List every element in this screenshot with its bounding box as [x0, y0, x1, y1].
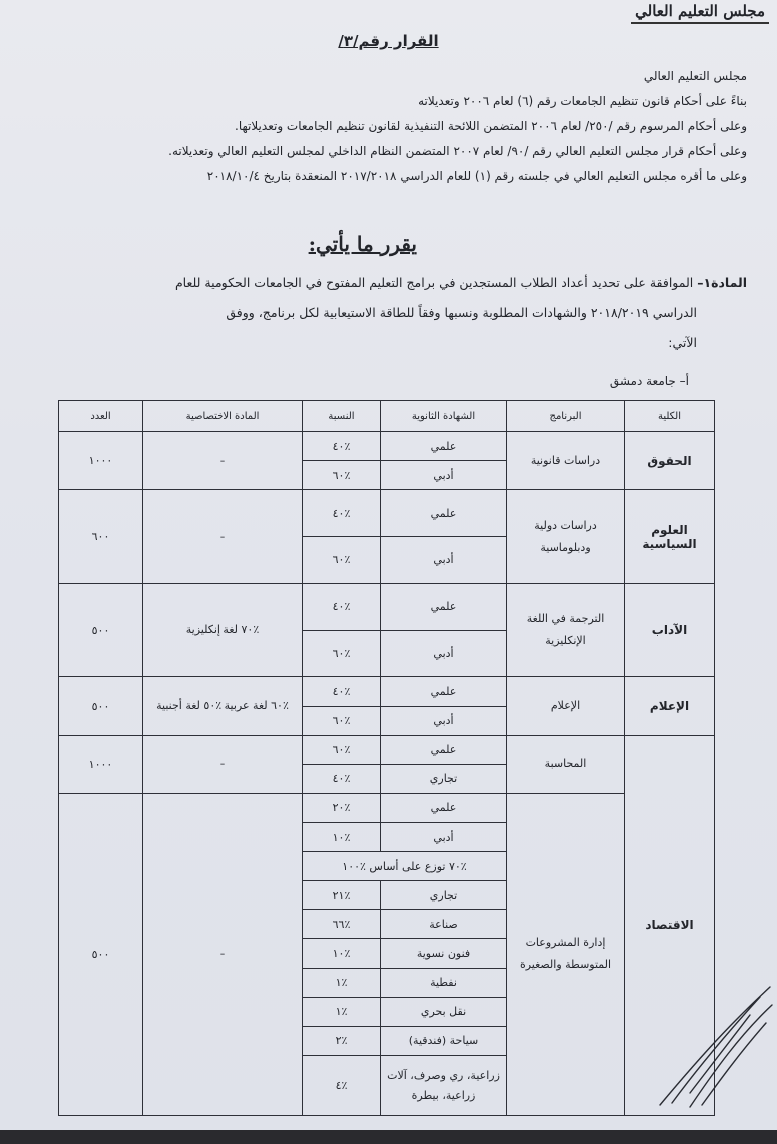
percentage-cell: ٪٢٠ — [303, 793, 381, 822]
percentage-cell: ٪٤٠ — [303, 490, 381, 537]
count-cell: ٥٠٠ — [59, 793, 143, 1115]
percentage-cell: ٪١ — [303, 968, 381, 997]
certificate-cell: نفطية — [381, 968, 507, 997]
council-header: مجلس التعليم العالي — [631, 2, 769, 24]
count-cell: ٦٠٠ — [59, 490, 143, 584]
certificate-cell: أدبي — [381, 461, 507, 490]
percentage-cell: ٪٤٠ — [303, 764, 381, 793]
decides-heading: يقرر ما يأتي: — [308, 232, 417, 256]
certificate-cell: صناعة — [381, 910, 507, 939]
certificate-cell: علمي — [381, 583, 507, 630]
header-specialty: المادة الاختصاصية — [143, 401, 303, 432]
program-cell: الترجمة في اللغة الإنكليزية — [507, 583, 625, 677]
certificate-cell: أدبي — [381, 630, 507, 677]
program-cell: دراسات قانونية — [507, 432, 625, 490]
intro-preamble — [10, 64, 747, 189]
decision-title: القرار رقم/٣/ — [338, 32, 439, 50]
faculty-cell: الإعلام — [625, 677, 715, 735]
table-header-row — [59, 401, 715, 432]
intro-line: وعلى ما أقره مجلس التعليم العالي في جلسته رقم (١) للعام الدراسي ٢٠١٧/٢٠١٨ المنعقدة بتاريخ ٢٠١٨/١٠/٤ — [206, 169, 747, 183]
certificate-cell: علمي — [381, 793, 507, 822]
table-row — [59, 583, 715, 630]
count-cell: ٥٠٠ — [59, 583, 143, 677]
percentage-cell: ٪٦٠ — [303, 706, 381, 735]
percentage-cell: ٪١٠ — [303, 939, 381, 968]
article-line: الدراسي ٢٠١٨/٢٠١٩ والشهادات المطلوبة ونسبها وفقاً للطاقة الاستيعابية لكل برنامج، ووفق — [226, 305, 697, 320]
percentage-cell: ٪١ — [303, 997, 381, 1026]
intro-line: مجلس التعليم العالي — [643, 69, 747, 83]
program-cell: المحاسبة — [507, 735, 625, 793]
program-cell: دراسات دولية ودبلوماسية — [507, 490, 625, 584]
admissions-table — [58, 400, 715, 1116]
specialty-cell: ٪٦٠ لغة عربية ٪٥٠ لغة أجنبية — [143, 677, 303, 735]
certificate-cell: أدبي — [381, 822, 507, 851]
certificate-cell: تجاري — [381, 764, 507, 793]
certificate-cell: أدبي — [381, 537, 507, 584]
percentage-cell: ٪٤٠ — [303, 677, 381, 706]
article-1 — [14, 268, 747, 358]
table-row — [59, 793, 715, 822]
program-cell: إدارة المشروعات المتوسطة والصغيرة — [507, 793, 625, 1115]
article-label: المادة١– — [697, 275, 747, 290]
percentage-cell: ٪٤ — [303, 1056, 381, 1116]
percentage-cell: ٪٤٠ — [303, 432, 381, 461]
specialty-cell: – — [143, 432, 303, 490]
certificate-cell: سياحة (فندقية) — [381, 1026, 507, 1055]
certificate-cell: علمي — [381, 490, 507, 537]
header-program: البرنامج — [507, 401, 625, 432]
faculty-cell: الحقوق — [625, 432, 715, 490]
table-row — [59, 735, 715, 764]
specialty-cell: – — [143, 490, 303, 584]
header-percentage: النسبة — [303, 401, 381, 432]
percentage-cell: ٪٦٦ — [303, 910, 381, 939]
article-line — [14, 268, 747, 298]
article-line: الآتي: — [668, 335, 697, 350]
signature-mark — [620, 975, 777, 1125]
certificate-cell: علمي — [381, 677, 507, 706]
percentage-cell: ٪٢ — [303, 1026, 381, 1055]
certificate-cell: زراعية، ري وصرف، آلات زراعية، بيطرة — [381, 1056, 507, 1116]
article-text: الموافقة على تحديد أعداد الطلاب المستجدين في برامج التعليم المفتوح في الجامعات الحكومية للعام — [174, 275, 694, 290]
count-cell: ١٠٠٠ — [59, 735, 143, 793]
specialty-cell: – — [143, 793, 303, 1115]
certificate-cell: فنون نسوية — [381, 939, 507, 968]
faculty-cell: الآداب — [625, 583, 715, 677]
percentage-cell: ٪٦٠ — [303, 735, 381, 764]
intro-line: بناءً على أحكام قانون تنظيم الجامعات رقم (٦) لعام ٢٠٠٦ وتعديلاته — [418, 94, 747, 108]
faculty-cell: الاقتصاد — [625, 735, 715, 1115]
certificate-cell: علمي — [381, 432, 507, 461]
header-certificate: الشهادة الثانوية — [381, 401, 507, 432]
percentage-cell: ٪٦٠ — [303, 630, 381, 677]
certificate-cell: أدبي — [381, 706, 507, 735]
certificate-cell: تجاري — [381, 881, 507, 910]
specialty-cell: – — [143, 735, 303, 793]
certificate-cell: علمي — [381, 735, 507, 764]
table-row — [59, 490, 715, 537]
header-faculty: الكلية — [625, 401, 715, 432]
count-cell: ١٠٠٠ — [59, 432, 143, 490]
faculty-cell: العلوم السياسية — [625, 490, 715, 584]
table-row — [59, 432, 715, 461]
certificate-cell: نقل بحري — [381, 997, 507, 1026]
intro-line: وعلى أحكام المرسوم رقم /٢٥٠/ لعام ٢٠٠٦ المتضمن اللائحة التنفيذية لقانون تنظيم الجامعات وتعديلاتها. — [235, 119, 747, 133]
header-count: العدد — [59, 401, 143, 432]
percentage-cell: ٪٢١ — [303, 881, 381, 910]
percentage-cell: ٪١٠ — [303, 822, 381, 851]
percentage-cell: ٪٦٠ — [303, 461, 381, 490]
program-cell: الإعلام — [507, 677, 625, 735]
percentage-cell: ٪٦٠ — [303, 537, 381, 584]
university-label: أ– جامعة دمشق — [609, 374, 689, 388]
intro-line: وعلى أحكام قرار مجلس التعليم العالي رقم /٩٠/ لعام ٢٠٠٧ المتضمن النظام الداخلي لمجلس التعليم العالي وتعديلاته. — [168, 144, 747, 158]
merged-distribution-cell: ٪٧٠ توزع على أساس ٪١٠٠ — [303, 852, 507, 881]
table-row — [59, 677, 715, 706]
percentage-cell: ٪٤٠ — [303, 583, 381, 630]
specialty-cell: ٪٧٠ لغة إنكليزية — [143, 583, 303, 677]
count-cell: ٥٠٠ — [59, 677, 143, 735]
